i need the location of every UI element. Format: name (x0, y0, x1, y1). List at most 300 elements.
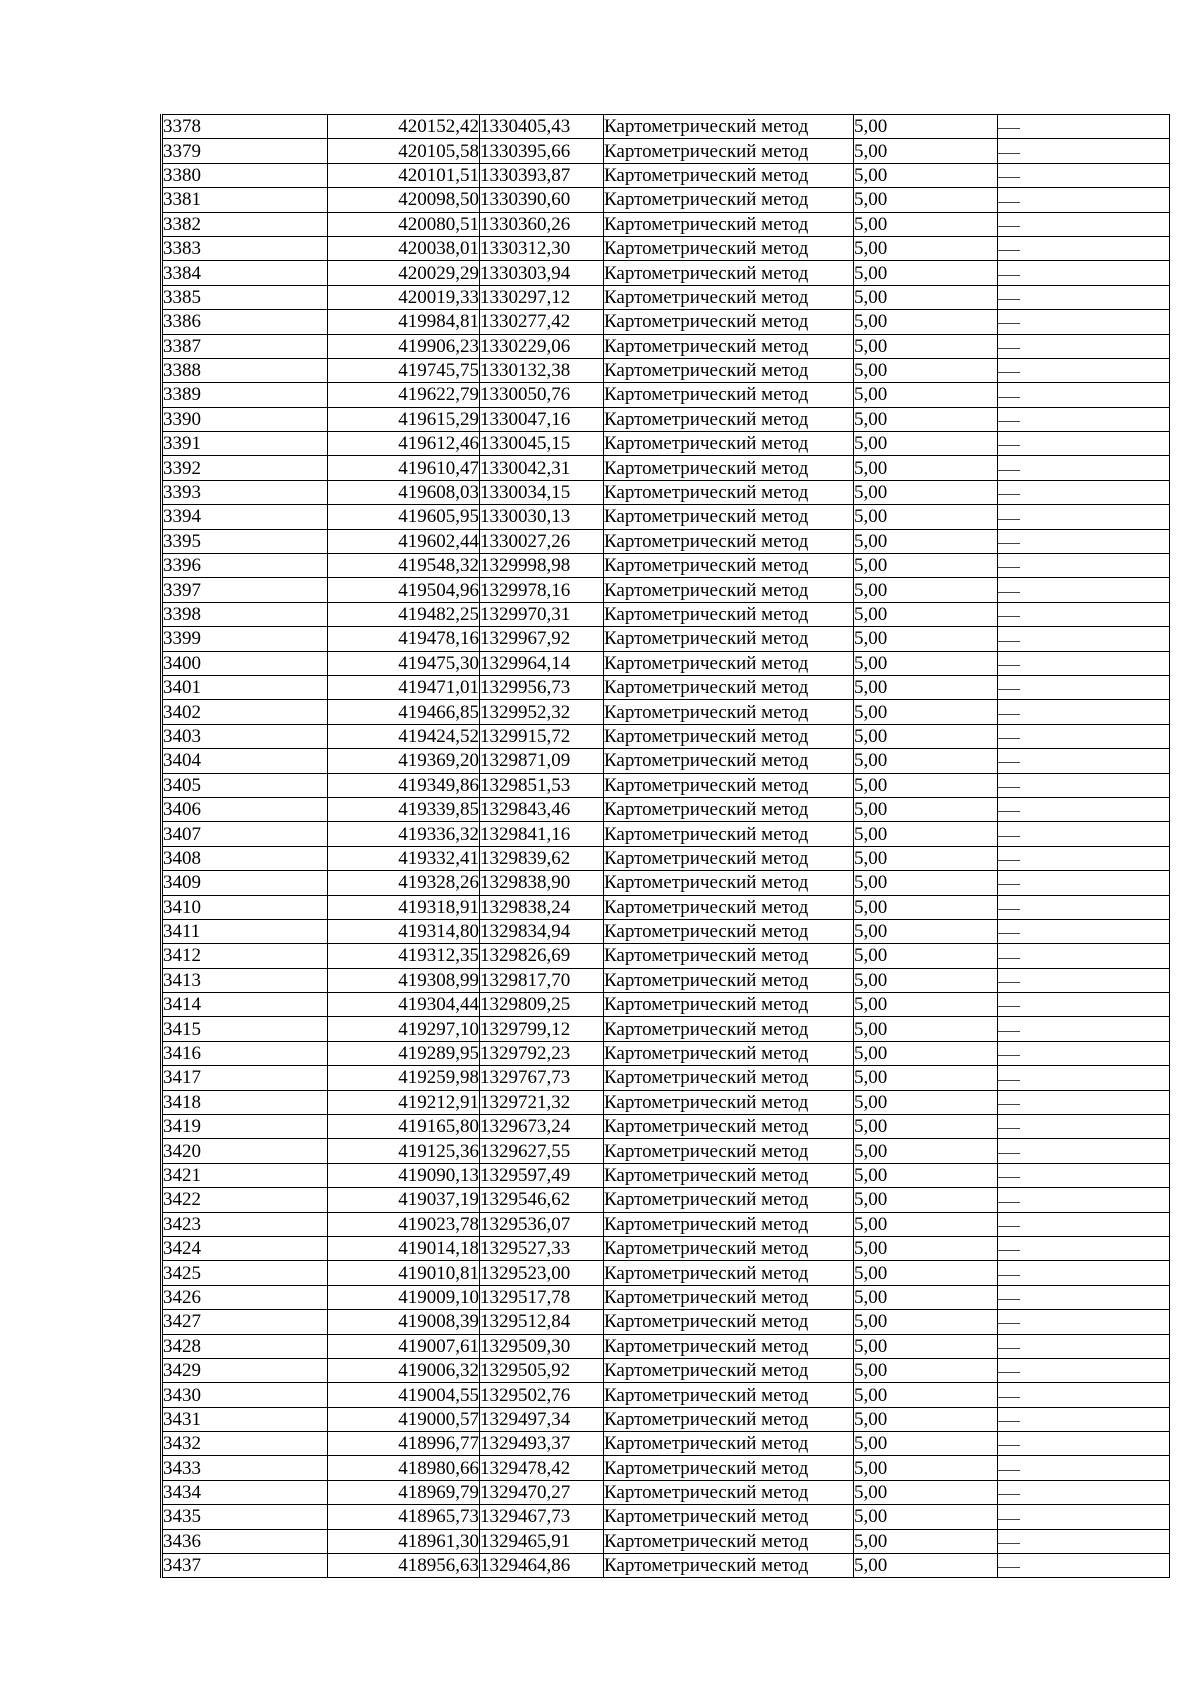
y-coordinate-cell: 1329464,86 (480, 1554, 604, 1578)
point-number-cell: 3421 (162, 1163, 328, 1187)
point-number-cell: 3394 (162, 505, 328, 529)
accuracy-cell: 5,00 (854, 1505, 998, 1529)
point-number-cell: 3428 (162, 1334, 328, 1358)
y-coordinate-cell: 1330393,87 (480, 163, 604, 187)
x-coordinate-cell: 418956,63 (328, 1554, 480, 1578)
method-cell: Картометрический метод (604, 529, 854, 553)
accuracy-cell: 5,00 (854, 261, 998, 285)
empty-value-cell (998, 651, 1170, 675)
table-row (162, 1090, 1170, 1114)
accuracy-cell: 5,00 (854, 749, 998, 773)
accuracy-cell: 5,00 (854, 163, 998, 187)
x-coordinate-cell: 419745,75 (328, 358, 480, 382)
point-number-cell: 3424 (162, 1236, 328, 1260)
accuracy-cell: 5,00 (854, 797, 998, 821)
point-number-cell: 3391 (162, 432, 328, 456)
point-number-cell: 3387 (162, 334, 328, 358)
dash-mark (998, 372, 1020, 373)
method-cell: Картометрический метод (604, 1505, 854, 1529)
y-coordinate-cell: 1329497,34 (480, 1407, 604, 1431)
point-number-cell: 3409 (162, 871, 328, 895)
empty-value-cell (998, 602, 1170, 626)
point-number-cell: 3413 (162, 968, 328, 992)
point-number-cell: 3433 (162, 1456, 328, 1480)
method-cell: Картометрический метод (604, 1358, 854, 1382)
empty-value-cell (998, 1529, 1170, 1553)
y-coordinate-cell: 1330303,94 (480, 261, 604, 285)
point-number-cell: 3380 (162, 163, 328, 187)
empty-value-cell (998, 163, 1170, 187)
y-coordinate-cell: 1329502,76 (480, 1383, 604, 1407)
accuracy-cell: 5,00 (854, 1407, 998, 1431)
method-cell: Картометрический метод (604, 578, 854, 602)
empty-value-cell (998, 1163, 1170, 1187)
method-cell: Картометрический метод (604, 383, 854, 407)
dash-mark (998, 348, 1020, 349)
method-cell: Картометрический метод (604, 895, 854, 919)
x-coordinate-cell: 419289,95 (328, 1041, 480, 1065)
point-number-cell: 3390 (162, 407, 328, 431)
x-coordinate-cell: 419504,96 (328, 578, 480, 602)
method-cell: Картометрический метод (604, 163, 854, 187)
y-coordinate-cell: 1330297,12 (480, 285, 604, 309)
point-number-cell: 3411 (162, 919, 328, 943)
point-number-cell: 3395 (162, 529, 328, 553)
dash-mark (998, 1323, 1020, 1324)
accuracy-cell: 5,00 (854, 1188, 998, 1212)
point-number-cell: 3407 (162, 822, 328, 846)
empty-value-cell (998, 968, 1170, 992)
x-coordinate-cell: 419336,32 (328, 822, 480, 846)
method-cell: Картометрический метод (604, 993, 854, 1017)
dash-mark (998, 128, 1020, 129)
accuracy-cell: 5,00 (854, 1432, 998, 1456)
method-cell: Картометрический метод (604, 846, 854, 870)
empty-value-cell (998, 139, 1170, 163)
method-cell: Картометрический метод (604, 1188, 854, 1212)
point-number-cell: 3402 (162, 700, 328, 724)
table-row (162, 1139, 1170, 1163)
table-row (162, 505, 1170, 529)
y-coordinate-cell: 1329967,92 (480, 627, 604, 651)
table-row (162, 1261, 1170, 1285)
x-coordinate-cell: 418965,73 (328, 1505, 480, 1529)
accuracy-cell: 5,00 (854, 871, 998, 895)
y-coordinate-cell: 1330312,30 (480, 236, 604, 260)
empty-value-cell (998, 700, 1170, 724)
y-coordinate-cell: 1329838,90 (480, 871, 604, 895)
table-row (162, 1383, 1170, 1407)
point-number-cell: 3416 (162, 1041, 328, 1065)
empty-value-cell (998, 456, 1170, 480)
accuracy-cell: 5,00 (854, 212, 998, 236)
y-coordinate-cell: 1329546,62 (480, 1188, 604, 1212)
x-coordinate-cell: 419010,81 (328, 1261, 480, 1285)
point-number-cell: 3384 (162, 261, 328, 285)
accuracy-cell: 5,00 (854, 505, 998, 529)
empty-value-cell (998, 212, 1170, 236)
point-number-cell: 3429 (162, 1358, 328, 1382)
point-number-cell: 3415 (162, 1017, 328, 1041)
x-coordinate-cell: 419612,46 (328, 432, 480, 456)
accuracy-cell: 5,00 (854, 1017, 998, 1041)
y-coordinate-cell: 1330132,38 (480, 358, 604, 382)
method-cell: Картометрический метод (604, 675, 854, 699)
empty-value-cell (998, 261, 1170, 285)
empty-value-cell (998, 919, 1170, 943)
y-coordinate-cell: 1330395,66 (480, 139, 604, 163)
accuracy-cell: 5,00 (854, 188, 998, 212)
dash-mark (998, 689, 1020, 690)
y-coordinate-cell: 1329956,73 (480, 675, 604, 699)
dash-mark (998, 1567, 1020, 1568)
dash-mark (998, 762, 1020, 763)
x-coordinate-cell: 419125,36 (328, 1139, 480, 1163)
table-row (162, 773, 1170, 797)
empty-value-cell (998, 407, 1170, 431)
x-coordinate-cell: 419605,95 (328, 505, 480, 529)
y-coordinate-cell: 1329998,98 (480, 554, 604, 578)
point-number-cell: 3423 (162, 1212, 328, 1236)
dash-mark (998, 1299, 1020, 1300)
method-cell: Картометрический метод (604, 1017, 854, 1041)
method-cell: Картометрический метод (604, 1334, 854, 1358)
dash-mark (998, 665, 1020, 666)
y-coordinate-cell: 1329871,09 (480, 749, 604, 773)
table-row (162, 700, 1170, 724)
table-row (162, 1529, 1170, 1553)
empty-value-cell (998, 236, 1170, 260)
x-coordinate-cell: 419165,80 (328, 1115, 480, 1139)
y-coordinate-cell: 1329799,12 (480, 1017, 604, 1041)
x-coordinate-cell: 420101,51 (328, 163, 480, 187)
x-coordinate-cell: 419328,26 (328, 871, 480, 895)
dash-mark (998, 275, 1020, 276)
accuracy-cell: 5,00 (854, 724, 998, 748)
point-number-cell: 3404 (162, 749, 328, 773)
y-coordinate-cell: 1329536,07 (480, 1212, 604, 1236)
method-cell: Картометрический метод (604, 1139, 854, 1163)
method-cell: Картометрический метод (604, 919, 854, 943)
table-row (162, 1212, 1170, 1236)
empty-value-cell (998, 529, 1170, 553)
point-number-cell: 3432 (162, 1432, 328, 1456)
method-cell: Картометрический метод (604, 505, 854, 529)
y-coordinate-cell: 1330050,76 (480, 383, 604, 407)
accuracy-cell: 5,00 (854, 358, 998, 382)
empty-value-cell (998, 1407, 1170, 1431)
method-cell: Картометрический метод (604, 944, 854, 968)
dash-mark (998, 982, 1020, 983)
point-number-cell: 3434 (162, 1480, 328, 1504)
accuracy-cell: 5,00 (854, 993, 998, 1017)
dash-mark (998, 1250, 1020, 1251)
x-coordinate-cell: 419984,81 (328, 310, 480, 334)
method-cell: Картометрический метод (604, 456, 854, 480)
point-number-cell: 3403 (162, 724, 328, 748)
dash-mark (998, 714, 1020, 715)
accuracy-cell: 5,00 (854, 1163, 998, 1187)
x-coordinate-cell: 419318,91 (328, 895, 480, 919)
empty-value-cell (998, 1090, 1170, 1114)
method-cell: Картометрический метод (604, 188, 854, 212)
empty-value-cell (998, 1505, 1170, 1529)
table-row (162, 554, 1170, 578)
y-coordinate-cell: 1329838,24 (480, 895, 604, 919)
x-coordinate-cell: 418980,66 (328, 1456, 480, 1480)
y-coordinate-cell: 1329834,94 (480, 919, 604, 943)
point-number-cell: 3379 (162, 139, 328, 163)
x-coordinate-cell: 419304,44 (328, 993, 480, 1017)
empty-value-cell (998, 1456, 1170, 1480)
method-cell: Картометрический метод (604, 334, 854, 358)
point-number-cell: 3381 (162, 188, 328, 212)
dash-mark (998, 958, 1020, 959)
y-coordinate-cell: 1330030,13 (480, 505, 604, 529)
accuracy-cell: 5,00 (854, 1358, 998, 1382)
accuracy-cell: 5,00 (854, 968, 998, 992)
x-coordinate-cell: 419000,57 (328, 1407, 480, 1431)
empty-value-cell (998, 310, 1170, 334)
method-cell: Картометрический метод (604, 554, 854, 578)
accuracy-cell: 5,00 (854, 236, 998, 260)
accuracy-cell: 5,00 (854, 1334, 998, 1358)
y-coordinate-cell: 1329915,72 (480, 724, 604, 748)
x-coordinate-cell: 419602,44 (328, 529, 480, 553)
empty-value-cell (998, 1261, 1170, 1285)
dash-mark (998, 421, 1020, 422)
table-row (162, 1115, 1170, 1139)
point-number-cell: 3414 (162, 993, 328, 1017)
table-row (162, 1432, 1170, 1456)
table-row (162, 1188, 1170, 1212)
table-row (162, 822, 1170, 846)
y-coordinate-cell: 1329493,37 (480, 1432, 604, 1456)
method-cell: Картометрический метод (604, 261, 854, 285)
method-cell: Картометрический метод (604, 1041, 854, 1065)
dash-mark (998, 1006, 1020, 1007)
method-cell: Картометрический метод (604, 968, 854, 992)
method-cell: Картометрический метод (604, 1456, 854, 1480)
point-number-cell: 3430 (162, 1383, 328, 1407)
x-coordinate-cell: 419312,35 (328, 944, 480, 968)
empty-value-cell (998, 1115, 1170, 1139)
method-cell: Картометрический метод (604, 1115, 854, 1139)
method-cell: Картометрический метод (604, 115, 854, 139)
accuracy-cell: 5,00 (854, 773, 998, 797)
method-cell: Картометрический метод (604, 139, 854, 163)
table-row (162, 310, 1170, 334)
empty-value-cell (998, 1554, 1170, 1578)
accuracy-cell: 5,00 (854, 1212, 998, 1236)
dash-mark (998, 592, 1020, 593)
x-coordinate-cell: 419610,47 (328, 456, 480, 480)
y-coordinate-cell: 1329843,46 (480, 797, 604, 821)
accuracy-cell: 5,00 (854, 919, 998, 943)
x-coordinate-cell: 419615,29 (328, 407, 480, 431)
table-row (162, 846, 1170, 870)
point-number-cell: 3396 (162, 554, 328, 578)
table-row (162, 1041, 1170, 1065)
method-cell: Картометрический метод (604, 1432, 854, 1456)
table-row (162, 383, 1170, 407)
method-cell: Картометрический метод (604, 285, 854, 309)
dash-mark (998, 1470, 1020, 1471)
table-row (162, 529, 1170, 553)
dash-mark (998, 738, 1020, 739)
dash-mark (998, 177, 1020, 178)
table-row (162, 1066, 1170, 1090)
x-coordinate-cell: 419478,16 (328, 627, 480, 651)
dash-mark (998, 1494, 1020, 1495)
accuracy-cell: 5,00 (854, 1236, 998, 1260)
x-coordinate-cell: 419014,18 (328, 1236, 480, 1260)
dash-mark (998, 860, 1020, 861)
point-number-cell: 3383 (162, 236, 328, 260)
y-coordinate-cell: 1329512,84 (480, 1310, 604, 1334)
method-cell: Картометрический метод (604, 602, 854, 626)
method-cell: Картометрический метод (604, 1383, 854, 1407)
y-coordinate-cell: 1330045,15 (480, 432, 604, 456)
x-coordinate-cell: 419037,19 (328, 1188, 480, 1212)
empty-value-cell (998, 383, 1170, 407)
table-row (162, 919, 1170, 943)
y-coordinate-cell: 1329767,73 (480, 1066, 604, 1090)
x-coordinate-cell: 420019,33 (328, 285, 480, 309)
table-row (162, 188, 1170, 212)
dash-mark (998, 226, 1020, 227)
x-coordinate-cell: 420080,51 (328, 212, 480, 236)
table-row (162, 968, 1170, 992)
method-cell: Картометрический метод (604, 700, 854, 724)
accuracy-cell: 5,00 (854, 407, 998, 431)
method-cell: Картометрический метод (604, 432, 854, 456)
accuracy-cell: 5,00 (854, 627, 998, 651)
dash-mark (998, 1202, 1020, 1203)
y-coordinate-cell: 1329978,16 (480, 578, 604, 602)
point-number-cell: 3412 (162, 944, 328, 968)
point-number-cell: 3410 (162, 895, 328, 919)
accuracy-cell: 5,00 (854, 1285, 998, 1309)
y-coordinate-cell: 1330047,16 (480, 407, 604, 431)
table-row (162, 1554, 1170, 1578)
table-row (162, 163, 1170, 187)
y-coordinate-cell: 1329964,14 (480, 651, 604, 675)
point-number-cell: 3435 (162, 1505, 328, 1529)
dash-mark (998, 202, 1020, 203)
x-coordinate-cell: 418996,77 (328, 1432, 480, 1456)
point-number-cell: 3397 (162, 578, 328, 602)
table-row (162, 627, 1170, 651)
accuracy-cell: 5,00 (854, 1480, 998, 1504)
x-coordinate-cell: 419008,39 (328, 1310, 480, 1334)
accuracy-cell: 5,00 (854, 1554, 998, 1578)
dash-mark (998, 1445, 1020, 1446)
dash-mark (998, 1128, 1020, 1129)
empty-value-cell (998, 285, 1170, 309)
dash-mark (998, 153, 1020, 154)
point-number-cell: 3389 (162, 383, 328, 407)
accuracy-cell: 5,00 (854, 529, 998, 553)
table-row (162, 944, 1170, 968)
method-cell: Картометрический метод (604, 1261, 854, 1285)
x-coordinate-cell: 418969,79 (328, 1480, 480, 1504)
method-cell: Картометрический метод (604, 358, 854, 382)
point-number-cell: 3393 (162, 480, 328, 504)
accuracy-cell: 5,00 (854, 700, 998, 724)
y-coordinate-cell: 1329809,25 (480, 993, 604, 1017)
method-cell: Картометрический метод (604, 724, 854, 748)
x-coordinate-cell: 420098,50 (328, 188, 480, 212)
accuracy-cell: 5,00 (854, 1261, 998, 1285)
dash-mark (998, 494, 1020, 495)
dash-mark (998, 1275, 1020, 1276)
x-coordinate-cell: 419314,80 (328, 919, 480, 943)
method-cell: Картометрический метод (604, 773, 854, 797)
accuracy-cell: 5,00 (854, 944, 998, 968)
coordinates-table-body (162, 115, 1170, 1578)
x-coordinate-cell: 420038,01 (328, 236, 480, 260)
y-coordinate-cell: 1329467,73 (480, 1505, 604, 1529)
x-coordinate-cell: 419004,55 (328, 1383, 480, 1407)
point-number-cell: 3436 (162, 1529, 328, 1553)
dash-mark (998, 1348, 1020, 1349)
x-coordinate-cell: 419332,41 (328, 846, 480, 870)
dash-mark (998, 1226, 1020, 1227)
coordinates-table (160, 114, 1170, 1578)
table-row (162, 407, 1170, 431)
empty-value-cell (998, 432, 1170, 456)
y-coordinate-cell: 1330027,26 (480, 529, 604, 553)
y-coordinate-cell: 1330277,42 (480, 310, 604, 334)
accuracy-cell: 5,00 (854, 139, 998, 163)
accuracy-cell: 5,00 (854, 1090, 998, 1114)
accuracy-cell: 5,00 (854, 480, 998, 504)
empty-value-cell (998, 1480, 1170, 1504)
method-cell: Картометрический метод (604, 1066, 854, 1090)
empty-value-cell (998, 334, 1170, 358)
table-row (162, 724, 1170, 748)
accuracy-cell: 5,00 (854, 578, 998, 602)
table-row (162, 285, 1170, 309)
accuracy-cell: 5,00 (854, 602, 998, 626)
y-coordinate-cell: 1329952,32 (480, 700, 604, 724)
y-coordinate-cell: 1329527,33 (480, 1236, 604, 1260)
table-row (162, 115, 1170, 139)
x-coordinate-cell: 419906,23 (328, 334, 480, 358)
table-row (162, 602, 1170, 626)
y-coordinate-cell: 1329509,30 (480, 1334, 604, 1358)
method-cell: Картометрический метод (604, 1236, 854, 1260)
y-coordinate-cell: 1330360,26 (480, 212, 604, 236)
dash-mark (998, 787, 1020, 788)
point-number-cell: 3400 (162, 651, 328, 675)
y-coordinate-cell: 1329970,31 (480, 602, 604, 626)
table-row (162, 871, 1170, 895)
point-number-cell: 3437 (162, 1554, 328, 1578)
empty-value-cell (998, 1139, 1170, 1163)
accuracy-cell: 5,00 (854, 1139, 998, 1163)
method-cell: Картометрический метод (604, 1212, 854, 1236)
table-row (162, 480, 1170, 504)
table-row (162, 1236, 1170, 1260)
empty-value-cell (998, 1041, 1170, 1065)
point-number-cell: 3398 (162, 602, 328, 626)
table-row (162, 797, 1170, 821)
empty-value-cell (998, 822, 1170, 846)
x-coordinate-cell: 419259,98 (328, 1066, 480, 1090)
accuracy-cell: 5,00 (854, 1456, 998, 1480)
